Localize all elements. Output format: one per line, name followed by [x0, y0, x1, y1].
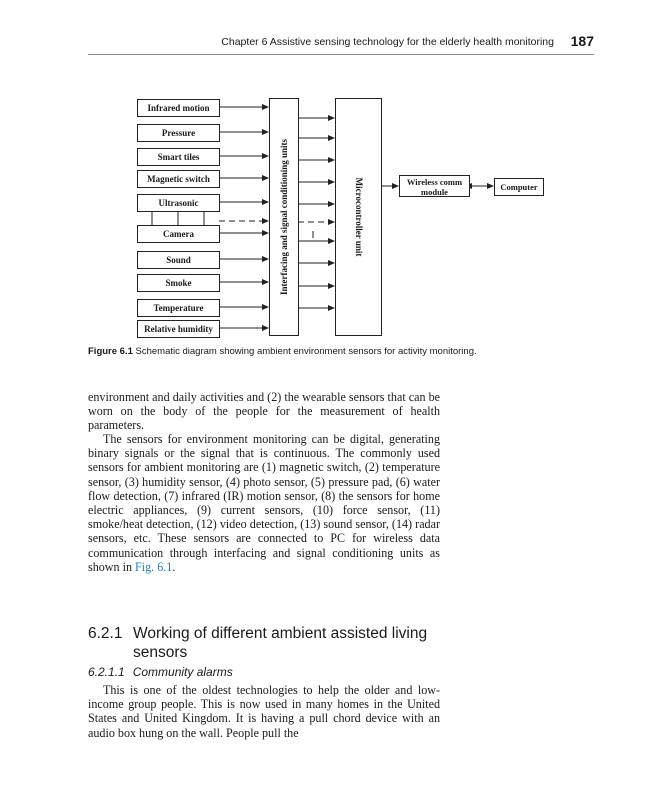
microcontroller-block — [335, 98, 382, 336]
computer-box: Computer — [494, 178, 544, 196]
diagram-connectors — [0, 0, 648, 350]
sensor-relative-humidity: Relative humidity — [137, 320, 220, 338]
caption-text: Schematic diagram showing ambient environment sensors for activity monitoring. — [135, 346, 477, 357]
sensor-infrared-motion: Infrared motion — [137, 99, 220, 117]
sensor-temperature: Temperature — [137, 299, 220, 317]
sensor-pressure: Pressure — [137, 124, 220, 142]
figure-6-1 — [0, 0, 648, 350]
wireless-label-line1: Wireless comm — [406, 177, 463, 187]
paragraph-3: This is one of the oldest technologies to help the older and low-income group people. This is now used in many homes in the United States and United Kingdom. It is having a pull chord device with an audio box hung on the wall. People pull the — [88, 683, 440, 740]
sensor-sound: Sound — [137, 251, 220, 269]
paragraph-2 — [88, 432, 440, 574]
interfacing-unit-block — [269, 98, 299, 336]
subsection-heading — [88, 665, 233, 679]
section-heading — [88, 624, 458, 662]
section-title-line2: sensors — [133, 644, 188, 661]
figure-caption — [88, 346, 608, 357]
sensor-smoke: Smoke — [137, 274, 220, 292]
paragraph-1: environment and daily activities and (2) the wearable sensors that can be worn on the body of the people for the measurement of health parameters. — [88, 390, 440, 433]
subsection-title: Community alarms — [132, 665, 233, 679]
figure-reference-link[interactable]: Fig. 6.1 — [135, 559, 173, 574]
section-title-line1: Working of different ambient assisted living — [133, 625, 428, 642]
sensor-ultrasonic: Ultrasonic — [137, 194, 220, 212]
section-number: 6.2.1 — [88, 625, 123, 642]
sensor-camera: Camera — [137, 225, 220, 243]
page-number: 187 — [570, 33, 594, 49]
running-title: Chapter 6 Assistive sensing technology for the elderly health monitoring — [221, 36, 554, 48]
paragraph-2-end: . — [172, 559, 176, 574]
paragraph-2-text: The sensors for environment monitoring can be digital, generating binary signals or the signal that is continuous. The commonly used sensors for ambient monitoring are (1) magnetic switch, (2) temperature sensor, (3) humidity sensor, (4) photo sensor, (5) pressure pad, (6) water flow detection, (7) infrared (IR) motion sensor, (8) the sensors for home electric appliances, (9) current sensors, (10) force sensor, (11) smoke/heat detection, (12) video detection, (13) sound sensor, (14) radar sensors, etc. These sensors are connected to PC for wireless data communication through interfacing and signal conditioning units as shown in — [88, 432, 440, 574]
caption-number: Figure 6.1 — [88, 346, 133, 357]
sensor-magnetic-switch: Magnetic switch — [137, 170, 220, 188]
sensor-smart-tiles: Smart tiles — [137, 148, 220, 166]
wireless-label-line2: module — [421, 187, 448, 197]
wireless-comm-module — [399, 175, 470, 197]
microcontroller-label: Microcontroller unit — [353, 177, 364, 257]
interfacing-unit-label: Interfacing and signal conditioning units — [279, 138, 289, 296]
subsection-number: 6.2.1.1 — [88, 665, 125, 679]
